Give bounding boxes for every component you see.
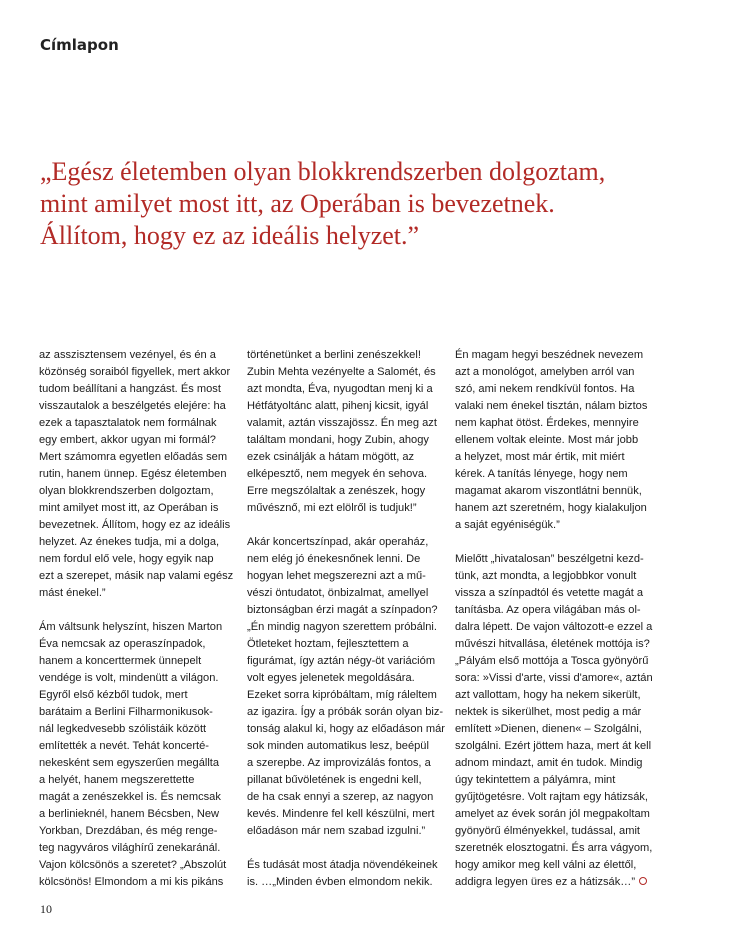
paragraph: az asszisztensem vezényel, és én a közönség soraiból figyellek, mert akkor tudom beállítani a hangzást. És most visszautalok a beszélgetés elejére: ha ezek a tapasztalatok nem formálnak egy embert, akkor ugyan mi formál? Mert számomra egyetlen előadás sem rutin, hanem ünnep. Egész életemben olyan blokkrendszerben dolgoztam, mint amilyet most itt, az Operában is bevezetnek. Állítom, hogy ez az ideális helyzet. Az énekes tudja, mi a dolga, nem fordul elő vele, hogy egyik nap ezt a szerepet, másik nap valami egész mást énekel.” — [39, 349, 234, 599]
paragraph: történetünket a berlini zenészekkel! Zubin Mehta vezényelte a Salomét, és azt mondta, Éva, nyugodtan menj ki a Hétfátyoltánc alatt, pihenj kicsit, igyál valamit, aztán visszajössz. Én meg azt találtam mondani, hogy Zubin, ahogy ezek csinálják a hátam mögött, az elképesztő, nem megyek én sehova. Erre megszólaltak a zenészek, hogy művésznő, mi ezt elölről is tudjuk!” — [247, 349, 437, 514]
section-label: Címlapon — [40, 36, 119, 54]
paragraph: Akár koncertszínpad, akár operaház, nem elég jó énekesnőnek lenni. De hogyan lehet megszerezni azt a mű- vészi öntudatot, önbizalmat, amellyel biztonságban érzi magát a színpadon? „Én mindig nagyon szerettem próbálni. Ötleteket hoztam, fejlesztettem a figurámat, így aztán négy-öt variációm volt egyes jelenetek megoldására. Ezeket sorra kipróbáltam, míg ráleltem az igazira. Így a próbák során olyan biz- tonság alakul ki, hogy az előadáson már sok minden automatikus lesz, beépül a szerepbe. Az improvizálás fontos, a pillanat bűvöletének is engedni kell, de ha csak ennyi a szerep, az nagyon kevés. Mindenre fel kell készülni, mert előadáson már nem szabad izgulni.” — [247, 536, 445, 837]
end-circle-icon — [639, 877, 647, 885]
paragraph-text: Mielőtt „hivatalosan” beszélgetni kezd- tünk, azt mondta, a legjobbkor vonult vissza a színpadtól és vetette magát a tanításba. Az opera világában más ol- dalra lépett. De vajon változott-e ezzel a művészi hitvallása, életének mottója is? „Pályám első mottója a Tosca gyönyörű sora: »Vissi d'arte, vissi d'amore«, aztán azt vallottam, hogy ha nekem sikerült, nektek is sikerülhet, most pedig a már említett »Dienen, dienen« – Szolgálni, szolgálni. Ezért jöttem haza, mert át kell adnom mindazt, amit én tudok. Mindig úgy tekintettem a pályámra, mint gyűjtögetésre. Volt rajtam egy hátizsák, amelyet az évek során jól megpakoltam gyönyörű élményekkel, tudással, amit szeretnék elosztogatni. És arra vágyom, hogy amikor meg kell válni az élettől, addigra legyen üres ez a hátizsák…” — [455, 553, 653, 888]
paragraph: Ám váltsunk helyszínt, hiszen Marton Éva nemcsak az operaszínpadok, hanem a koncerttermek ünnepelt vendége is volt, mindenütt a világon. Egyről első kézből tudok, mert barátaim a Berlini Filharmonikusok- nál legkedvesebb szólistáik között említették a nevét. Tehát koncerté- nekesként sem egyszerűen megállta a helyét, hanem megszerettette magát a zenészekkel is. És nemcsak a berlinieknél, hanem Bécsben, New Yorkban, Drezdában, és még renge- teg nagyváros világhírű zenekaránál. Vajon kölcsönös a szeretet? „Abszolút kölcsönös! Elmondom a mi kis pikáns — [39, 621, 227, 888]
pull-quote: „Egész életemben olyan blokkrendszerben dolgoztam, mint amilyet most itt, az Operában is bevezetnek. Állítom, hogy ez az ideális helyzet.” — [40, 157, 606, 250]
paragraph-last — [455, 551, 662, 891]
paragraph: És tudását most átadja növendékeinek is. …„Minden évben elmondom nekik. — [247, 859, 438, 888]
article-column-3 — [455, 347, 662, 908]
paragraph: Én magam hegyi beszédnek nevezem azt a monológot, amelyben arról van szó, ami nekem rendkívül fontos. Ha valaki nem énekel tisztán, nálam biztos nem kaphat ötöst. Érdekes, mennyire ellenem voltak eleinte. Most már jobb a helyzet, most már értik, mit miért kérek. A tanítás lényege, hogy nem magamat akarom viszontlátni bennük, hanem azt szeretném, hogy kialakuljon a saját egyéniségük.” — [455, 349, 648, 531]
article-column-1 — [39, 347, 246, 908]
article-column-2 — [247, 347, 454, 908]
page-number: 10 — [40, 902, 52, 916]
